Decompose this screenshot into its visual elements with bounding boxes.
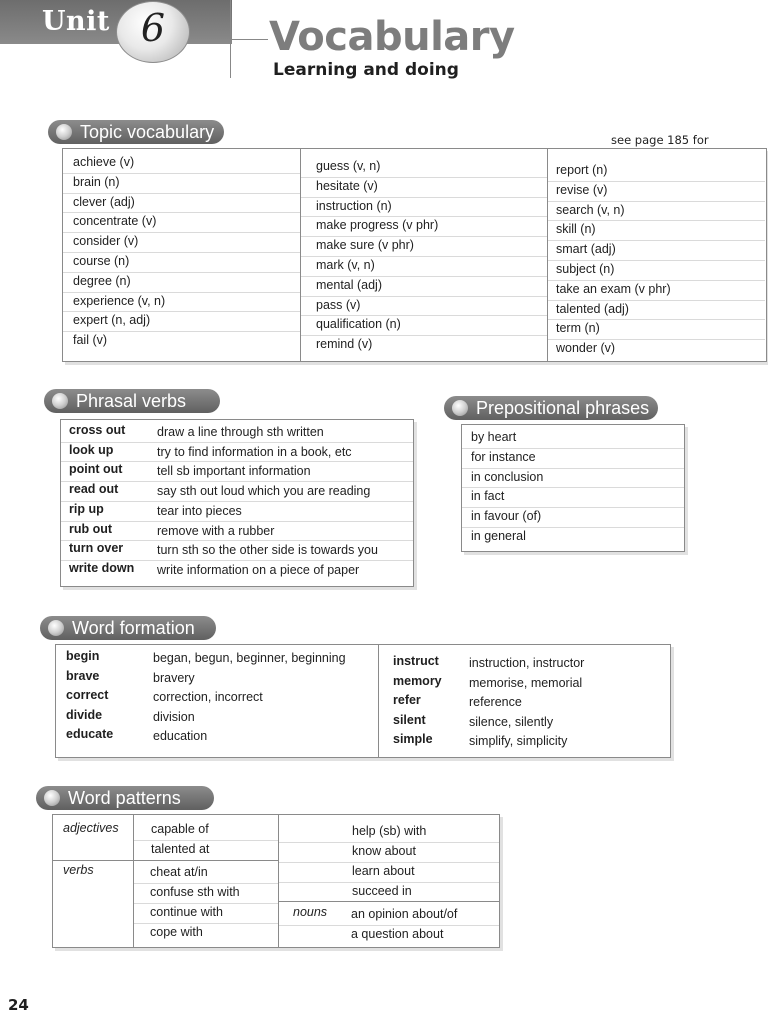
base-word: begin	[66, 649, 100, 663]
header-divider	[230, 0, 231, 78]
row-divider	[301, 296, 547, 297]
prepositional-phrases-title: Prepositional phrases	[476, 398, 650, 418]
row-divider	[462, 468, 684, 469]
header-rule	[188, 39, 268, 40]
vocab-entry: remind (v)	[316, 337, 373, 352]
vocab-entry: make progress (v phr)	[316, 218, 439, 233]
row-divider	[279, 882, 499, 883]
word-forms: education	[153, 729, 208, 743]
base-word: simple	[393, 732, 433, 746]
phrasal-verbs-title: Phrasal verbs	[76, 391, 187, 411]
pattern-entry: succeed in	[352, 884, 412, 898]
unit-label: Unit	[42, 6, 110, 37]
prepositional-phrase: in general	[471, 529, 526, 543]
pattern-entry: know about	[352, 844, 416, 858]
phrasal-verb-meaning: tell sb important information	[157, 464, 311, 479]
phrasal-verb-meaning: draw a line through sth written	[157, 425, 324, 439]
vocab-entry: qualification (n)	[316, 317, 401, 332]
vocab-entry: talented (adj)	[556, 301, 629, 316]
phrasal-verb: read out	[69, 482, 119, 497]
word-patterns-heading	[36, 786, 214, 810]
vocab-entry: degree (n)	[73, 273, 131, 288]
page-subtitle: Learning and doing	[273, 60, 459, 80]
column-divider	[378, 645, 379, 757]
base-word: refer	[393, 693, 421, 707]
vocab-entry: experience (v, n)	[73, 293, 166, 308]
vocab-entry: concentrate (v)	[73, 214, 157, 229]
vocab-entry: skill (n)	[556, 222, 596, 237]
phrasal-verbs-box	[60, 419, 414, 587]
prepositional-phrase: in conclusion	[471, 469, 544, 484]
unit-number: 6	[140, 6, 166, 50]
word-formation-title: Word formation	[72, 618, 195, 638]
prepositional-phrases-heading	[444, 396, 658, 420]
phrasal-verb: rip up	[69, 501, 104, 516]
phrasal-verb: write down	[69, 560, 135, 575]
vocab-entry: take an exam (v phr)	[556, 281, 671, 296]
word-patterns-title: Word patterns	[68, 788, 181, 808]
phrasal-verb: point out	[69, 462, 123, 477]
vocab-entry: term (n)	[556, 321, 600, 336]
row-divider	[63, 232, 300, 233]
vocab-entry: expert (n, adj)	[73, 313, 151, 328]
phrasal-verb-meaning: remove with a rubber	[157, 523, 275, 538]
vocab-entry: make sure (v phr)	[316, 238, 414, 253]
section-divider	[53, 860, 278, 861]
word-forms: bravery	[153, 670, 195, 685]
phrasal-verb: cross out	[69, 423, 126, 437]
row-divider	[548, 339, 765, 340]
row-divider	[301, 256, 547, 257]
column-divider	[300, 149, 301, 361]
word-formation-box	[55, 644, 671, 758]
row-divider	[134, 903, 278, 904]
word-forms: instruction, instructor	[469, 656, 585, 670]
phrasal-verb: look up	[69, 442, 114, 457]
base-word: memory	[393, 673, 442, 688]
row-divider	[279, 862, 499, 863]
phrasal-verb-meaning: write information on a piece of paper	[157, 562, 360, 577]
row-divider	[548, 220, 765, 221]
word-forms: simplify, simplicity	[469, 734, 568, 748]
word-forms: reference	[469, 695, 522, 709]
row-divider	[63, 173, 300, 174]
row-divider	[63, 212, 300, 213]
word-forms: memorise, memorial	[469, 675, 583, 690]
row-divider	[548, 260, 765, 261]
bullet-icon	[48, 620, 64, 636]
row-divider	[548, 319, 765, 320]
vocab-entry: fail (v)	[73, 333, 108, 348]
vocab-entry: guess (v, n)	[316, 159, 381, 173]
pattern-entry: continue with	[150, 905, 223, 919]
row-divider	[301, 276, 547, 277]
prepositional-phrase: by heart	[471, 430, 517, 444]
vocab-entry: search (v, n)	[556, 202, 625, 217]
row-divider	[279, 925, 499, 926]
phrasal-verb-meaning: turn sth so the other side is towards you	[157, 543, 378, 558]
pattern-entry: capable of	[151, 822, 209, 836]
row-divider	[301, 197, 547, 198]
word-patterns-box	[52, 814, 500, 948]
word-forms: silence, silently	[469, 714, 554, 729]
row-divider	[61, 521, 413, 522]
vocab-entry: smart (adj)	[556, 242, 616, 257]
column-divider	[278, 815, 279, 947]
vocab-entry: report (n)	[556, 163, 608, 177]
prepositional-phrase: in favour (of)	[471, 509, 542, 524]
pattern-entry: an opinion about/of	[351, 907, 458, 921]
vocab-entry: wonder (v)	[556, 341, 616, 356]
row-divider	[63, 311, 300, 312]
phrasal-verb: rub out	[69, 521, 113, 536]
row-divider	[548, 181, 765, 182]
pattern-entry: learn about	[352, 864, 415, 878]
row-divider	[63, 272, 300, 273]
word-forms: division	[153, 709, 195, 724]
row-divider	[548, 201, 765, 202]
row-divider	[301, 315, 547, 316]
prepositional-phrases-box	[461, 424, 685, 552]
base-word: educate	[66, 727, 114, 741]
vocab-entry: clever (adj)	[73, 194, 135, 209]
row-divider	[462, 448, 684, 449]
word-forms: correction, incorrect	[153, 690, 263, 704]
row-divider	[301, 177, 547, 178]
pattern-entry: help (sb) with	[352, 824, 427, 838]
column-divider	[133, 815, 134, 947]
row-divider	[63, 292, 300, 293]
row-divider	[63, 252, 300, 253]
vocab-entry: mental (adj)	[316, 277, 382, 292]
bullet-icon	[452, 400, 468, 416]
vocab-entry: achieve (v)	[73, 155, 135, 169]
category-label: adjectives	[63, 821, 119, 835]
pattern-entry: cope with	[150, 925, 203, 939]
row-divider	[548, 300, 765, 301]
row-divider	[548, 280, 765, 281]
topic-vocabulary-heading	[48, 120, 224, 144]
row-divider	[279, 842, 499, 843]
row-divider	[301, 335, 547, 336]
phrasal-verb-meaning: say sth out loud which you are reading	[157, 484, 371, 499]
base-word: silent	[393, 712, 426, 727]
row-divider	[63, 193, 300, 194]
base-word: brave	[66, 668, 100, 683]
row-divider	[462, 527, 684, 528]
phrasal-verb-meaning: tear into pieces	[157, 503, 242, 518]
category-label: nouns	[293, 905, 328, 919]
row-divider	[134, 840, 278, 841]
row-divider	[301, 216, 547, 217]
vocab-entry: instruction (n)	[316, 198, 392, 213]
base-word: instruct	[393, 654, 439, 668]
row-divider	[548, 240, 765, 241]
vocab-entry: revise (v)	[556, 182, 608, 197]
bullet-icon	[44, 790, 60, 806]
prepositional-phrase: for instance	[471, 449, 536, 464]
page-title: Vocabulary	[269, 14, 515, 60]
base-word: divide	[66, 707, 103, 722]
row-divider	[134, 883, 278, 884]
row-divider	[462, 487, 684, 488]
row-divider	[134, 923, 278, 924]
vocab-entry: hesitate (v)	[316, 178, 378, 193]
topic-vocabulary-box	[62, 148, 767, 362]
vocab-entry: subject (n)	[556, 262, 615, 276]
page-number: 24	[8, 996, 29, 1014]
word-forms: began, begun, beginner, beginning	[153, 651, 346, 665]
phrasal-verb: turn over	[69, 541, 124, 556]
unit-number-badge	[116, 1, 190, 63]
word-formation-heading	[40, 616, 216, 640]
bullet-icon	[52, 393, 68, 409]
pattern-entry: confuse sth with	[150, 885, 240, 899]
vocab-entry: brain (n)	[73, 174, 120, 189]
row-divider	[63, 331, 300, 332]
vocab-entry: consider (v)	[73, 234, 139, 249]
pattern-entry: cheat at/in	[150, 865, 208, 879]
phrasal-verb-meaning: try to find information in a book, etc	[157, 444, 352, 459]
row-divider	[61, 501, 413, 502]
section-divider	[279, 901, 499, 902]
category-label: verbs	[63, 863, 94, 877]
row-divider	[301, 236, 547, 237]
pattern-entry: a question about	[351, 927, 444, 941]
base-word: correct	[66, 688, 109, 702]
bullet-icon	[56, 124, 72, 140]
prepositional-phrase: in fact	[471, 489, 505, 504]
topic-vocabulary-title: Topic vocabulary	[80, 122, 215, 142]
row-divider	[462, 507, 684, 508]
vocab-entry: course (n)	[73, 254, 130, 268]
vocab-entry: mark (v, n)	[316, 258, 375, 272]
definitions-note: see page 185 for	[611, 133, 709, 147]
row-divider	[61, 442, 413, 443]
vocab-entry: pass (v)	[316, 297, 361, 312]
phrasal-verbs-heading	[44, 389, 220, 413]
pattern-entry: talented at	[151, 842, 210, 856]
